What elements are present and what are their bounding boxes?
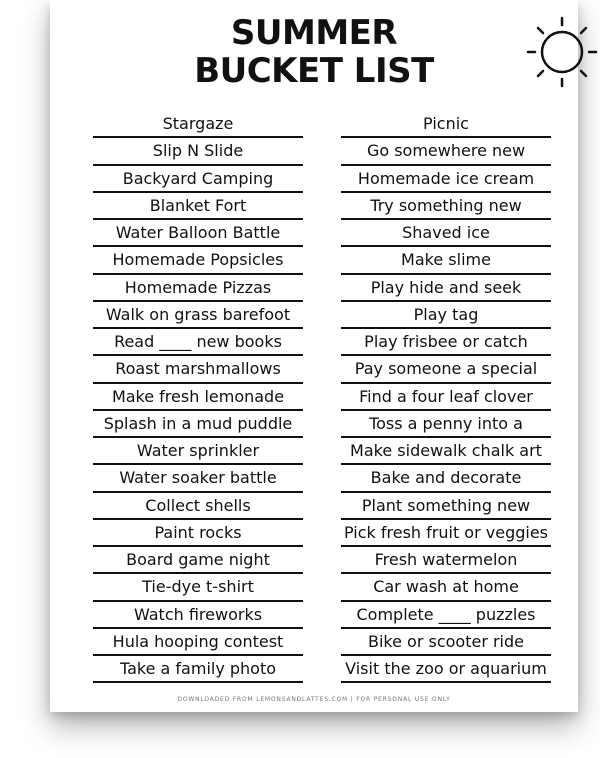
list-item: Blanket Fort	[93, 193, 303, 220]
list-item: Plant something new	[341, 493, 551, 520]
list-item: Picnic	[341, 111, 551, 138]
list-item: Toss a penny into a	[341, 411, 551, 438]
list-item: Water Balloon Battle	[93, 220, 303, 247]
list-item: Shaved ice	[341, 220, 551, 247]
sun-icon	[524, 14, 600, 90]
list-item: Water soaker battle	[93, 465, 303, 492]
left-list	[93, 111, 303, 683]
list-item: Splash in a mud puddle	[93, 411, 303, 438]
list-item: Board game night	[93, 547, 303, 574]
list-item: Complete ____ puzzles	[341, 602, 551, 629]
list-item: Try something new	[341, 193, 551, 220]
list-item: Watch fireworks	[93, 602, 303, 629]
list-item: Slip N Slide	[93, 138, 303, 165]
title-line-2: BUCKET LIST	[194, 51, 434, 91]
title-line-1: SUMMER	[230, 13, 398, 53]
list-item: Paint rocks	[93, 520, 303, 547]
list-item: Water sprinkler	[93, 438, 303, 465]
list-item: Bike or scooter ride	[341, 629, 551, 656]
list-item: Make slime	[341, 247, 551, 274]
list-item: Stargaze	[93, 111, 303, 138]
list-item: Fresh watermelon	[341, 547, 551, 574]
list-item: Tie-dye t-shirt	[93, 574, 303, 601]
list-item: Read ____ new books	[93, 329, 303, 356]
printable-sheet	[50, 0, 578, 712]
list-item: Backyard Camping	[93, 166, 303, 193]
right-list	[341, 111, 551, 683]
list-item: Go somewhere new	[341, 138, 551, 165]
footer-note: DOWNLOADED FROM LEMONSANDLATTES.COM | FOR PERSONAL USE ONLY	[177, 696, 451, 703]
list-item: Car wash at home	[341, 574, 551, 601]
list-item: Walk on grass barefoot	[93, 302, 303, 329]
list-item: Pay someone a special	[341, 356, 551, 383]
list-item: Collect shells	[93, 493, 303, 520]
list-item: Pick fresh fruit or veggies	[341, 520, 551, 547]
list-item: Play tag	[341, 302, 551, 329]
list-item: Play frisbee or catch	[341, 329, 551, 356]
list-item: Roast marshmallows	[93, 356, 303, 383]
list-item: Find a four leaf clover	[341, 384, 551, 411]
list-item: Make fresh lemonade	[93, 384, 303, 411]
list-item: Homemade Popsicles	[93, 247, 303, 274]
list-item: Homemade Pizzas	[93, 275, 303, 302]
list-item: Take a family photo	[93, 656, 303, 683]
list-item: Make sidewalk chalk art	[341, 438, 551, 465]
list-item: Visit the zoo or aquarium	[341, 656, 551, 683]
list-item: Bake and decorate	[341, 465, 551, 492]
list-item: Play hide and seek	[341, 275, 551, 302]
list-item: Hula hooping contest	[93, 629, 303, 656]
list-item: Homemade ice cream	[341, 166, 551, 193]
